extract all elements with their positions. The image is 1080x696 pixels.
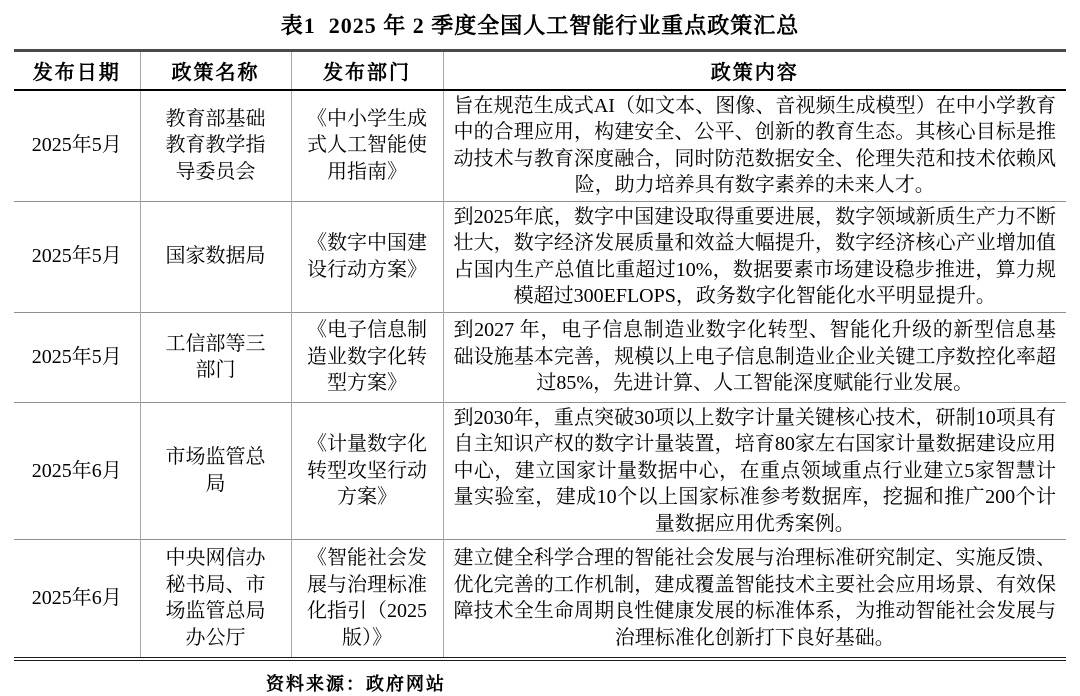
- column-header-policy-name: 政策名称: [140, 51, 291, 90]
- cell-publish-date: 2025年6月: [14, 540, 140, 659]
- table-row: [14, 540, 1066, 659]
- cell-issuing-dept: 《智能社会发展与治理标准化指引（2025版）》: [291, 540, 443, 659]
- table-row: [14, 90, 1066, 202]
- cell-policy-content: 旨在规范生成式AI（如文本、图像、音视频生成模型）在中小学教育中的合理应用，构建安全、公平、创新的教育生态。其核心目标是推动技术与教育深度融合，同时防范数据安全、伦理失范和技术依赖风险，助力培养具有数字素养的未来人才。: [443, 90, 1066, 202]
- cell-publish-date: 2025年5月: [14, 201, 140, 312]
- table-row: [14, 201, 1066, 312]
- policy-table: [14, 49, 1066, 661]
- data-source-note: 资料来源：政府网站: [266, 673, 446, 694]
- table-row: [14, 312, 1066, 402]
- cell-issuing-dept: 《电子信息制造业数字化转型方案》: [291, 312, 443, 402]
- table-row: [14, 402, 1066, 540]
- header-row: [14, 51, 1066, 90]
- cell-issuing-dept: 《计量数字化转型攻坚行动方案》: [291, 402, 443, 540]
- cell-policy-content: 到2027 年，电子信息制造业数字化转型、智能化升级的新型信息基础设施基本完善，规模以上电子信息制造业企业关键工序数控化率超过85%，先进计算、人工智能深度赋能行业发展。: [443, 312, 1066, 402]
- cell-issuing-dept: 《中小学生成式人工智能使用指南》: [291, 90, 443, 202]
- cell-policy-name: 市场监管总局: [140, 402, 291, 540]
- cell-policy-content: 到2030年，重点突破30项以上数字计量关键核心技术，研制10项具有自主知识产权的数字计量装置，培育80家左右国家计量数据建设应用中心，建立国家计量数据中心，在重点领域重点行业建立5家智慧计量实验室，建成10个以上国家标准参考数据库，挖掘和推广200个计量数据应用优秀案例。: [443, 402, 1066, 540]
- column-header-policy-content: 政策内容: [443, 51, 1066, 90]
- cell-policy-content: 到2025年底，数字中国建设取得重要进展，数字领域新质生产力不断壮大，数字经济发展质量和效益大幅提升，数字经济核心产业增加值占国内生产总值比重超过10%，数据要素市场建设稳步推进，算力规模超过300EFLOPS，政务数字化智能化水平明显提升。: [443, 201, 1066, 312]
- cell-publish-date: 2025年5月: [14, 312, 140, 402]
- cell-policy-content: 建立健全科学合理的智能社会发展与治理标准研究制定、实施反馈、优化完善的工作机制，建成覆盖智能技术主要社会应用场景、有效保障技术全生命周期良性健康发展的标准体系，为推动智能社会发展与治理标准化创新打下良好基础。: [443, 540, 1066, 659]
- cell-publish-date: 2025年5月: [31, 134, 122, 157]
- cell-publish-date: 2025年6月: [14, 402, 140, 540]
- table-title: 表1 2025 年 2 季度全国人工智能行业重点政策汇总: [280, 13, 800, 38]
- cell-policy-name: 中央网信办秘书局、市场监管总局办公厅: [140, 540, 291, 659]
- column-header-issuing-dept: 发布部门: [291, 51, 443, 90]
- cell-issuing-dept: 《数字中国建设行动方案》: [291, 201, 443, 312]
- column-header-publish-date: 发布日期: [14, 51, 140, 90]
- cell-policy-name: 工信部等三部门: [140, 312, 291, 402]
- cell-policy-name: 教育部基础教育教学指导委员会: [140, 90, 291, 202]
- cell-policy-name: 国家数据局: [140, 201, 291, 312]
